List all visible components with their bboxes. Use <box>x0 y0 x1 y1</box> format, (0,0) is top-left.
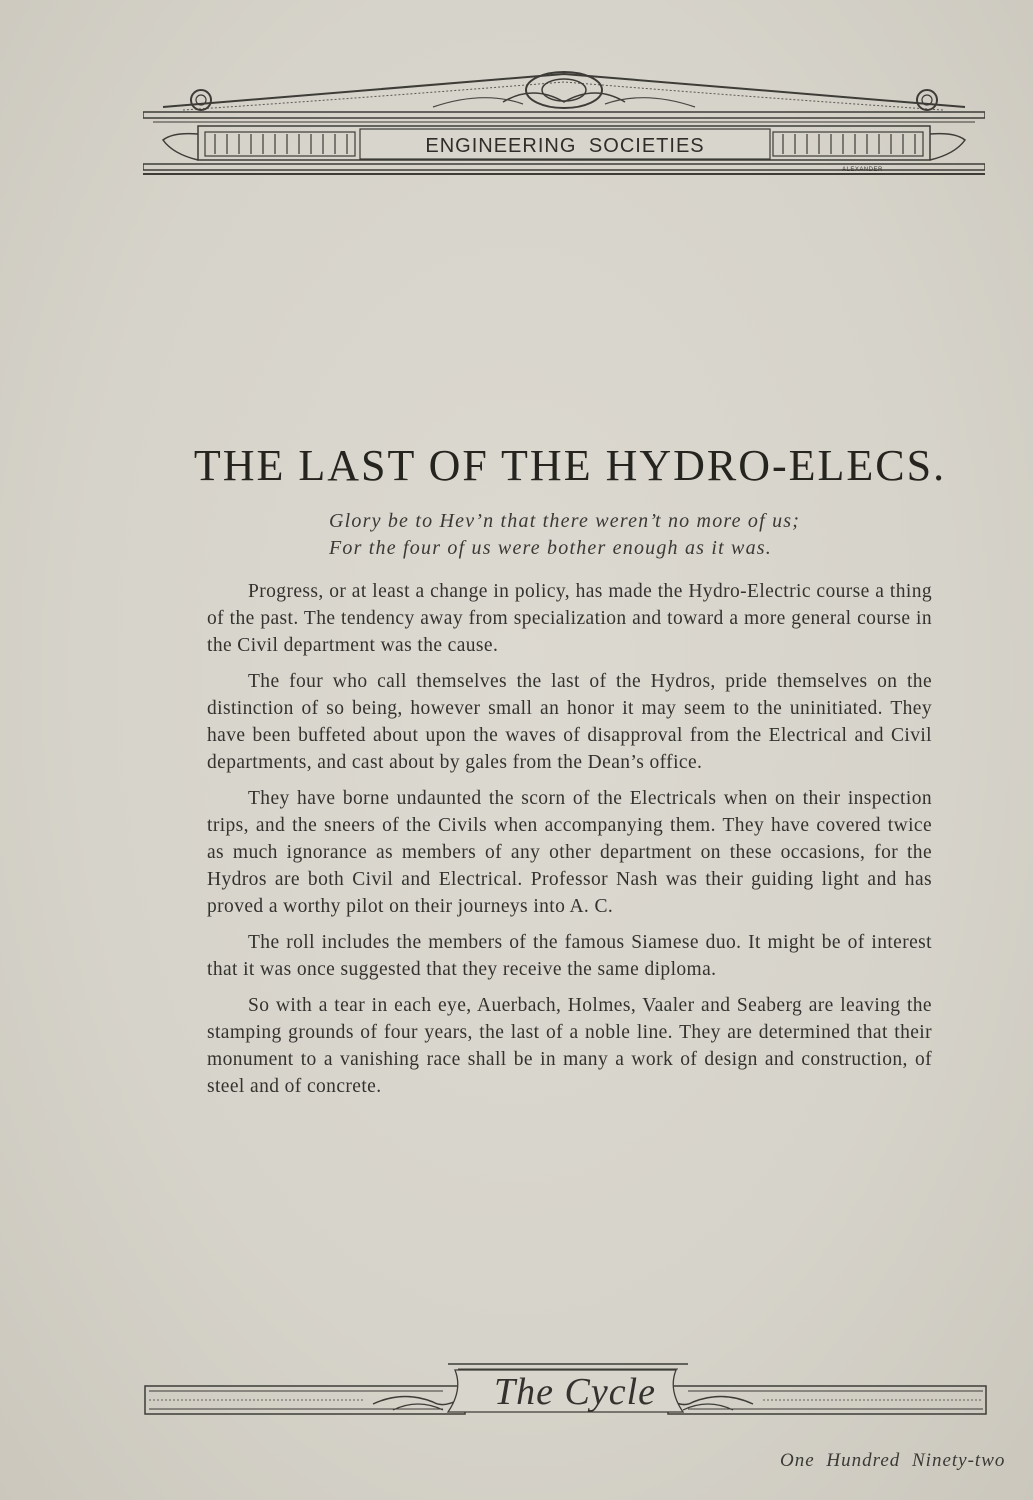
header-ornament-banner <box>143 62 985 182</box>
body-paragraph: So with a tear in each eye, Auerbach, Holmes, Vaaler and Seaberg are leaving the stamping grounds of four years, the last of a noble line. They are determined that their monument to a vanishing race shall be in many a work of design and construction, of steel and of concrete. <box>207 995 932 1097</box>
body-paragraph: Progress, or at least a change in policy, has made the Hydro-Electric course a thing of the past. The tendency away from specialization and toward a more general course in the Civil department was the cause. <box>207 581 932 656</box>
body-paragraph: They have borne undaunted the scorn of the Electricals when on their inspection trips, and the sneers of the Civils when accompanying them. They have covered twice as much ignorance as members of any other department on these occasions, for the Hydros are both Civil and Electrical. Professor Nash was their guiding light and has proved a worthy pilot on their journeys into A. C. <box>207 788 932 917</box>
epigraph <box>329 508 800 562</box>
article-title: THE LAST OF THE HYDRO-ELECS. <box>193 441 947 490</box>
epigraph-line: Glory be to Hev’n that there weren’t no more of us; <box>329 510 801 532</box>
epigraph-line: For the four of us were bother enough as it was. <box>329 537 772 559</box>
body-paragraph: The roll includes the members of the famous Siamese duo. It might be of interest that it was once suggested that they receive the same diploma. <box>207 932 932 980</box>
engraver-mark: ALEXANDER <box>842 167 883 173</box>
body-paragraph: The four who call themselves the last of the Hydros, pride themselves on the distinction of so being, however small an honor it may seem to the uninitiated. They have been buffeted about upon the waves of disapproval from the Electrical and Civil departments, and cast about by gales from the Dean’s office. <box>207 671 932 773</box>
publication-title: The Cycle <box>493 1371 656 1413</box>
article-body <box>207 578 932 1109</box>
page-number: One Hundred Ninety-two <box>780 1450 1006 1471</box>
section-header-title: ENGINEERING SOCIETIES <box>425 134 705 157</box>
header-ornament-graphic <box>143 62 985 182</box>
